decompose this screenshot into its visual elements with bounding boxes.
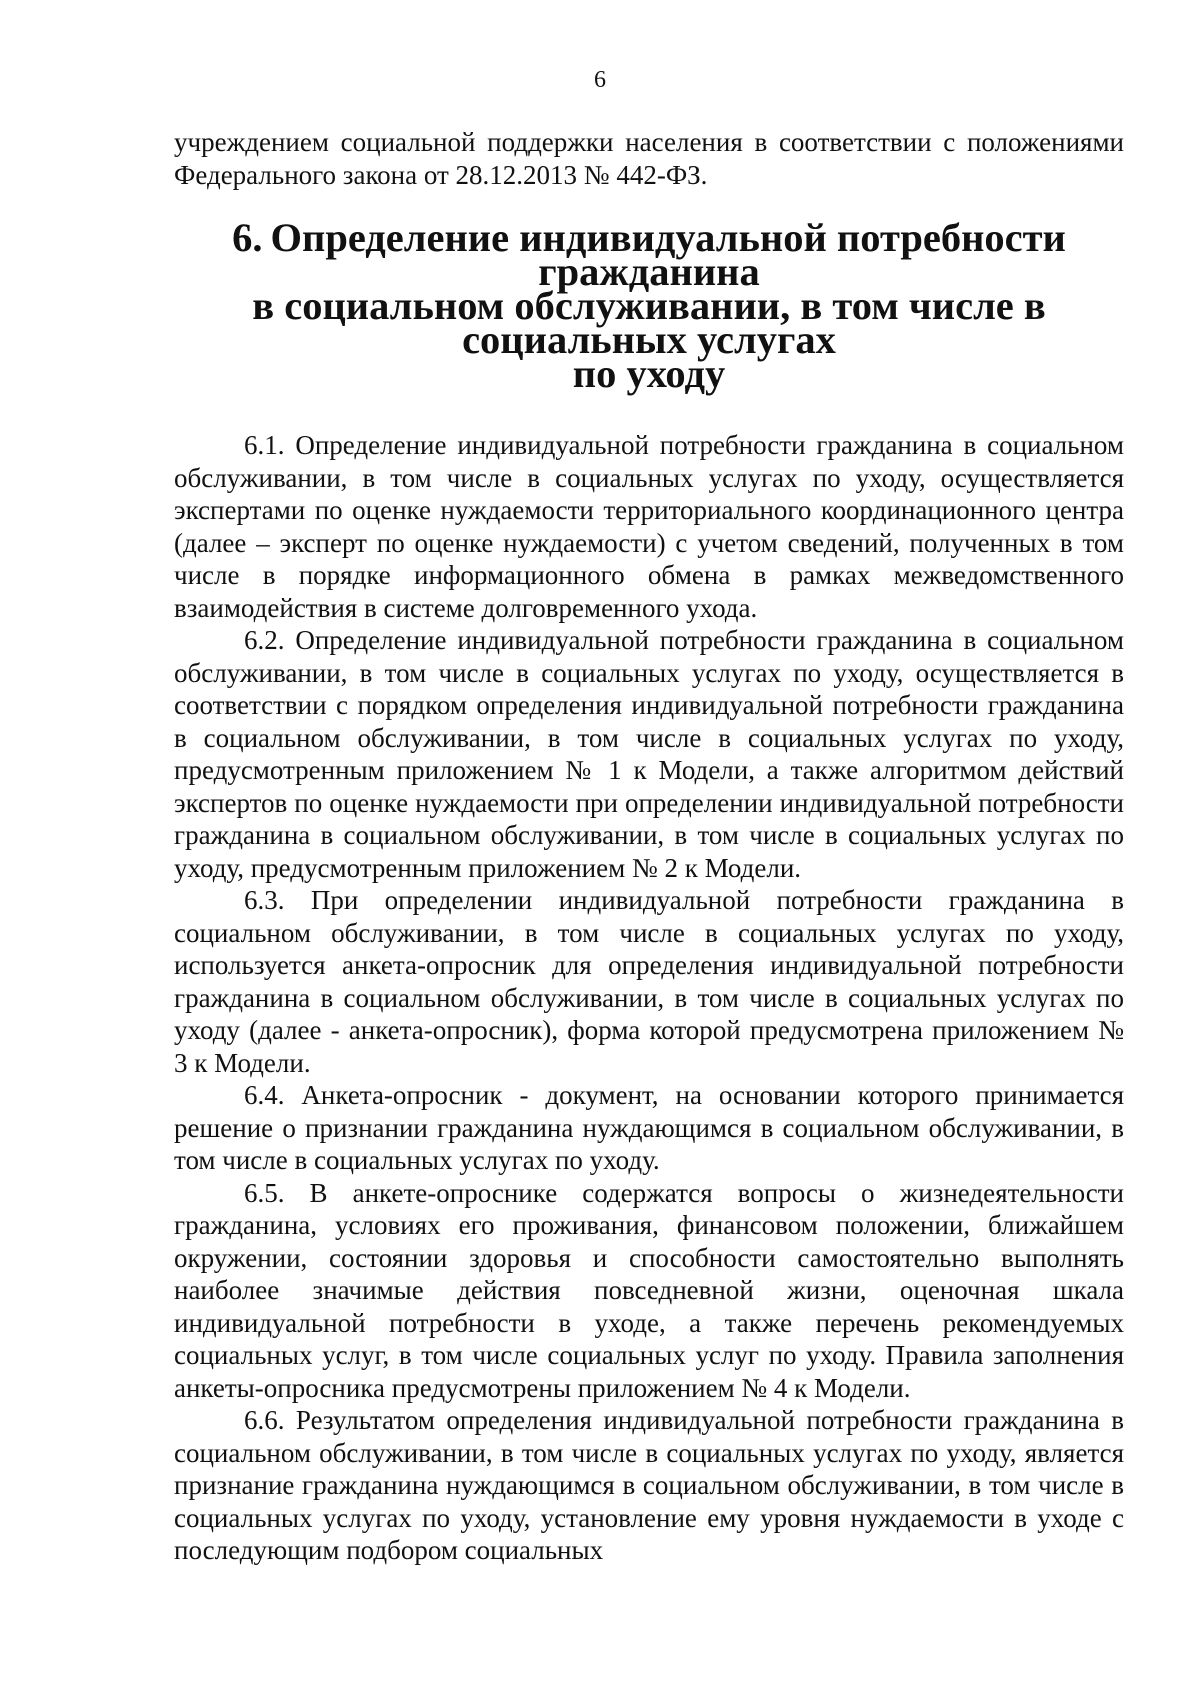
paragraph-6-6: 6.6. Результатом определения индивидуальной потребности гражданина в социальном обслуживании, в том числе в социальных услугах по уходу, является признание гражданина нуждающимся в социальном обслуживании, в том числе в социальных услугах по уходу, установление ему уровня нуждаемости в уходе с последующим подбором социальных bbox=[174, 1405, 1124, 1565]
section-title-line: в социальном обслуживании, в том числе в социальных услугах bbox=[252, 283, 1046, 362]
page-number: 6 bbox=[594, 67, 606, 93]
section-title-line: по уходу bbox=[572, 351, 726, 396]
intro-paragraph: учреждением социальной поддержки населения в соответствии с положениями Федерального закона от 28.12.2013 № 442-ФЗ. bbox=[174, 127, 1124, 190]
section-heading-line-1 bbox=[174, 215, 1124, 294]
page-body bbox=[174, 126, 1124, 1567]
paragraph-6-3: 6.3. При определении индивидуальной потребности гражданина в социальном обслуживании, в том числе в социальных услугах по уходу, используется анкета-опросник для определения индивидуальной потребности гражданина в социальном обслуживании, в том числе в социальных услугах по уходу (далее - анкета-опросник), форма которой предусмотрена приложением № 3 к Модели. bbox=[174, 885, 1124, 1078]
section-heading bbox=[174, 215, 1124, 396]
section-title-line: Определение индивидуальной потребности гражданина bbox=[270, 215, 1066, 294]
paragraph-6-1: 6.1. Определение индивидуальной потребности гражданина в социальном обслуживании, в том числе в социальных услугах по уходу, осуществляется экспертами по оценке нуждаемости территориального координационного центра (далее – эксперт по оценке нуждаемости) с учетом сведений, полученных в том числе в порядке информационного обмена в рамках межведомственного взаимодействия в системе долговременного ухода. bbox=[174, 430, 1124, 623]
paragraph-6-4: 6.4. Анкета-опросник - документ, на основании которого принимается решение о признании гражданина нуждающимся в социальном обслуживании, в том числе в социальных услугах по уходу. bbox=[174, 1080, 1124, 1175]
paragraph-6-5: 6.5. В анкете-опроснике содержатся вопросы о жизнедеятельности гражданина, условиях его проживания, финансовом положении, ближайшем окружении, состоянии здоровья и способности самостоятельно выполнять наиболее значимые действия повседневной жизни, оценочная шкала индивидуальной потребности в уходе, а также перечень рекомендуемых социальных услуг, в том числе социальных услуг по уходу. Правила заполнения анкеты-опросника предусмотрены приложением № 4 к Модели. bbox=[174, 1177, 1124, 1403]
section-number: 6. bbox=[232, 215, 263, 260]
paragraph-6-2: 6.2. Определение индивидуальной потребности гражданина в социальном обслуживании, в том числе в социальных услугах по уходу, осуществляется в соответствии с порядком определения индивидуальной потребности гражданина в социальном обслуживании, в том числе в социальных услугах по уходу, предусмотренным приложением № 1 к Модели, а также алгоритмом действий экспертов по оценке нуждаемости при определении индивидуальной потребности гражданина в социальном обслуживании, в том числе в социальных услугах по уходу, предусмотренным приложением № 2 к Модели. bbox=[174, 625, 1124, 883]
